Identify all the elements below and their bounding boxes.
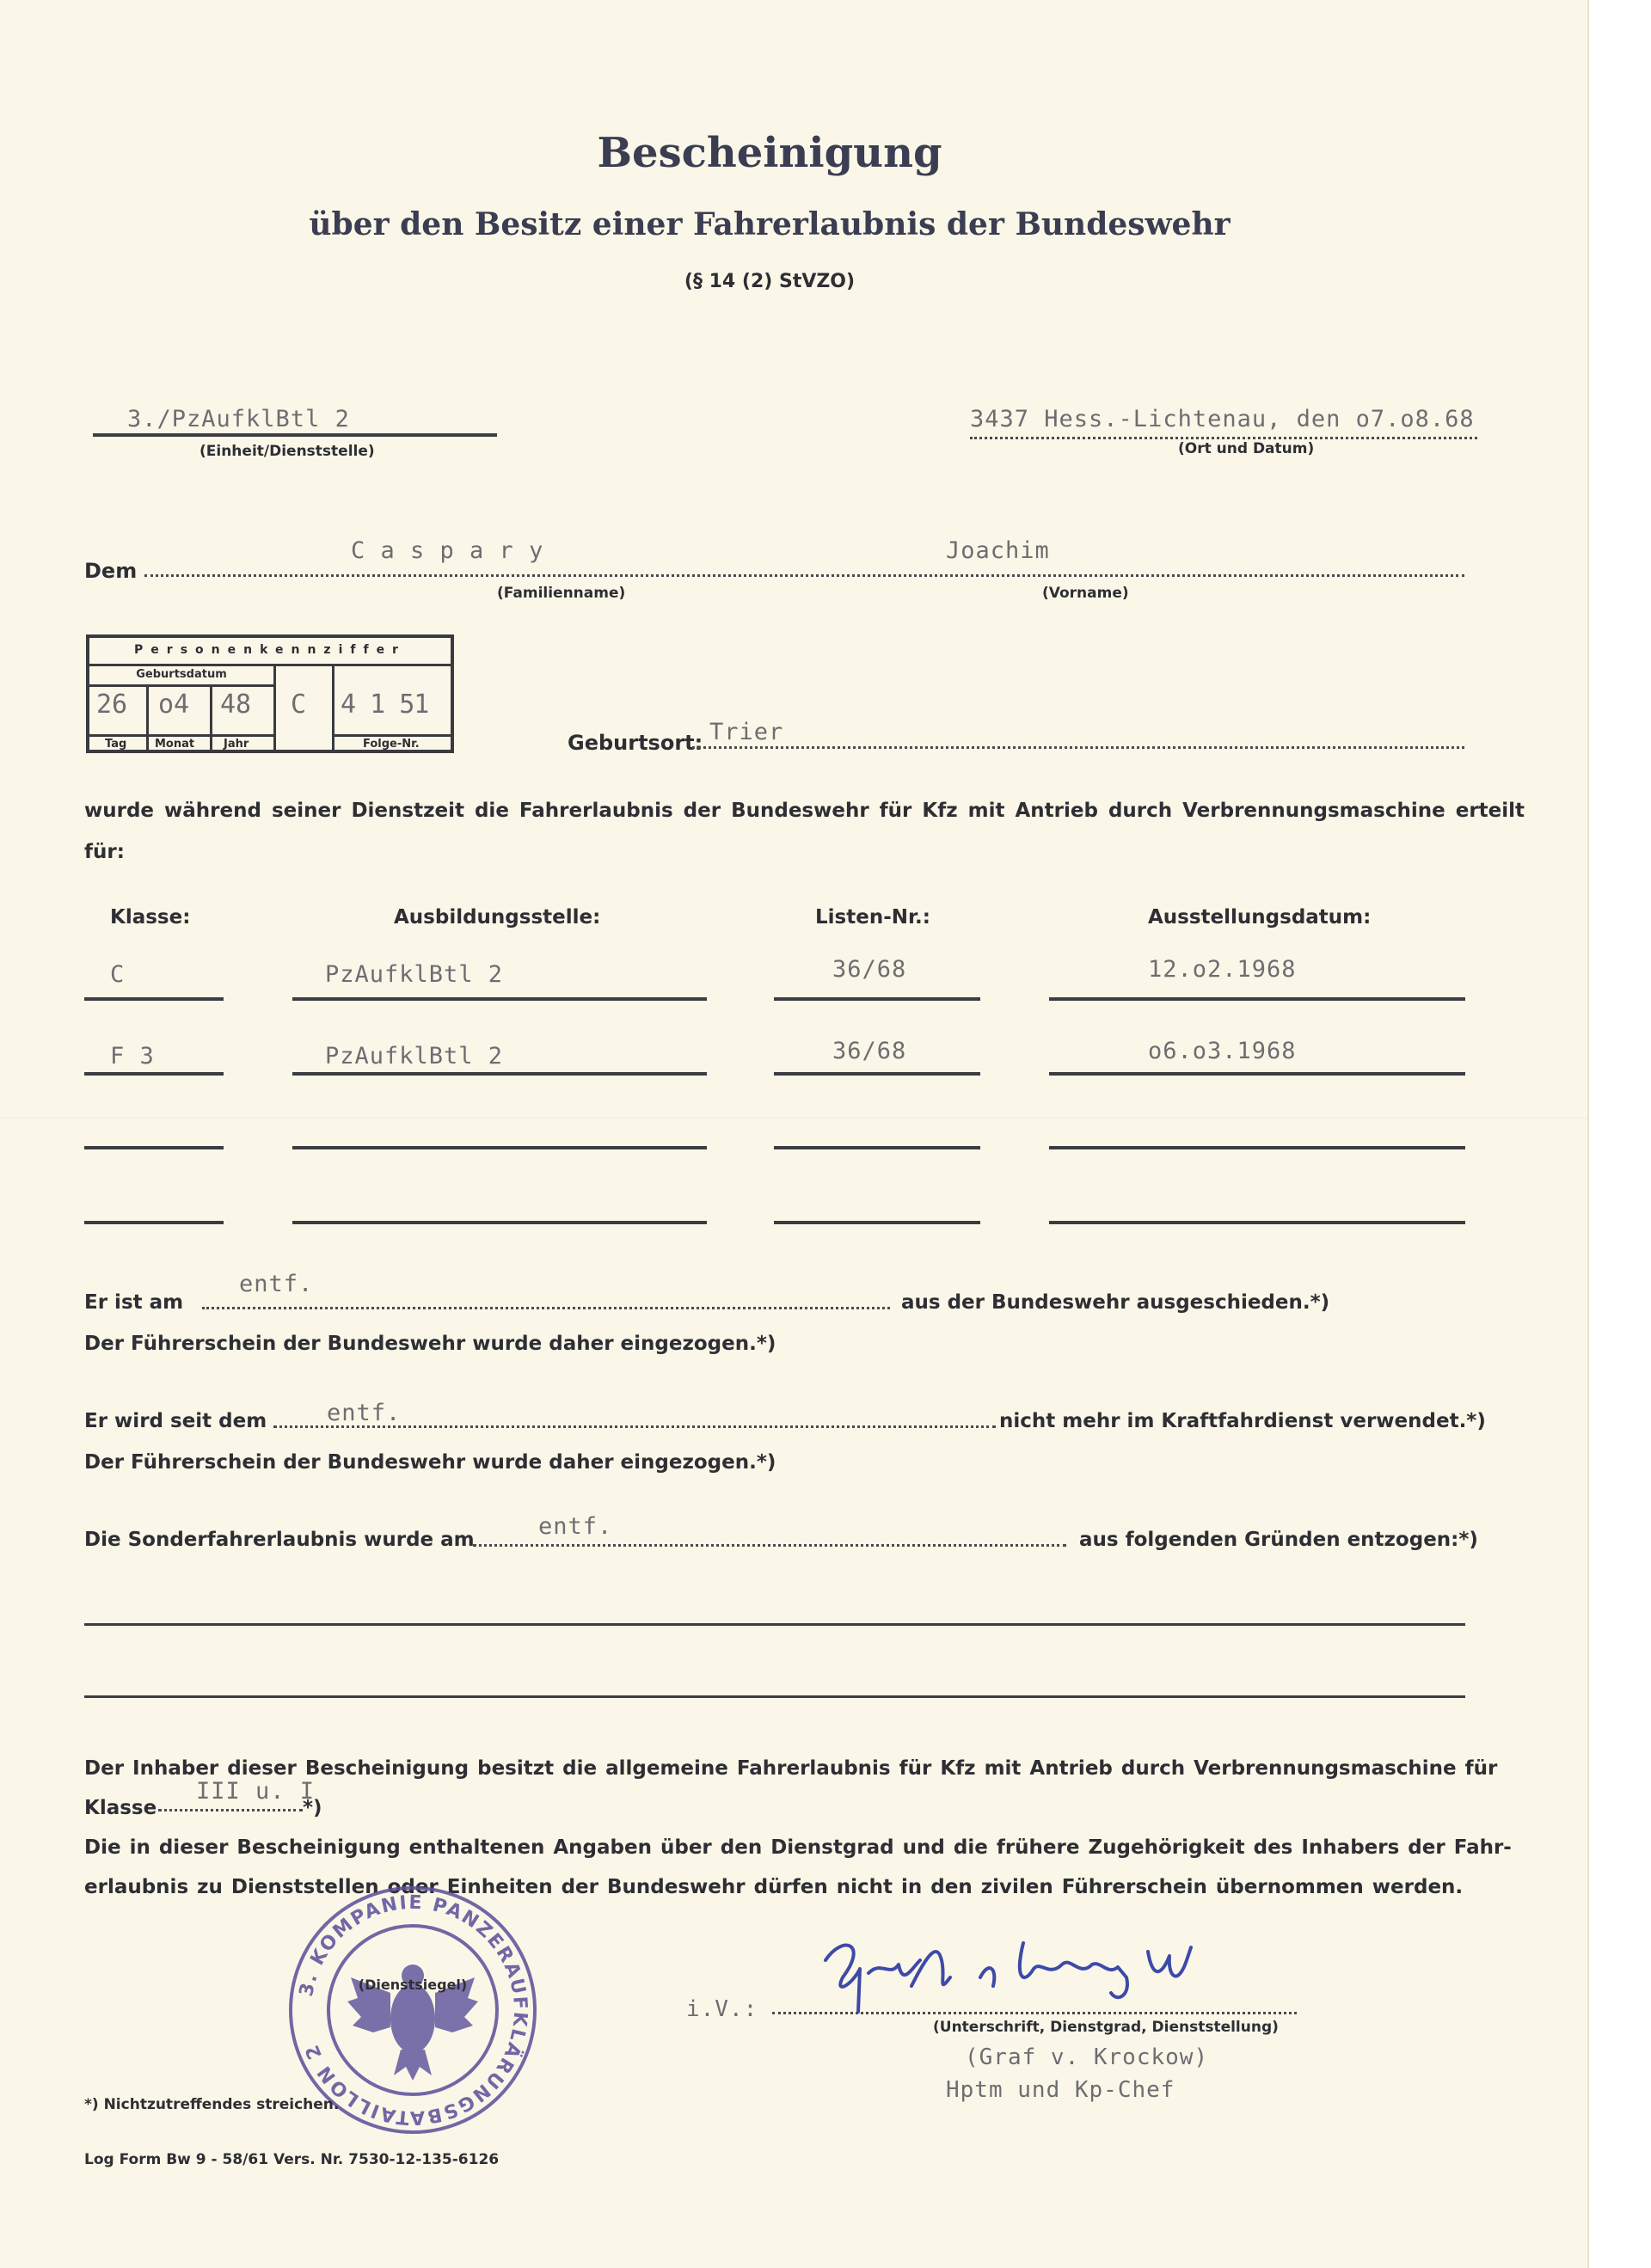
signer-rank: Hptm und Kp-Chef	[946, 2077, 1175, 2103]
pk-dob-heading: Geburtsdatum	[136, 668, 227, 681]
pk-label-day: Tag	[105, 738, 127, 751]
handwritten-signature	[808, 1926, 1273, 2020]
row4-line-3	[774, 1221, 980, 1224]
special-prefix: Die Sonderfahrerlaubnis wurde am	[84, 1529, 475, 1551]
unit-value: 3./PzAufklBtl 2	[127, 406, 350, 432]
row2-stelle: PzAufklBtl 2	[325, 1043, 504, 1070]
family-name-label: (Familienname)	[497, 585, 626, 602]
seal-ring-text: 3. KOMPANIE PANZERAUFKLÄRUNGSBATAILLON 2	[295, 1891, 531, 2129]
fold-line	[0, 1118, 1589, 1119]
holder-lead: Dem	[84, 559, 138, 583]
row2-line-1	[84, 1072, 224, 1076]
pk-letter: C	[291, 690, 307, 720]
signature-prefix: i.V.:	[686, 1996, 758, 2022]
document-title: Bescheinigung	[597, 129, 942, 177]
disclaimer-line-2: erlaubnis zu Dienststellen oder Einheiten der Bundeswehr dürfen nicht in den zivilen Führerschein übernommen werden.	[84, 1876, 1464, 1898]
reason-line-1	[84, 1623, 1465, 1626]
pk-divider-dob	[89, 684, 273, 687]
pk-month: o4	[158, 690, 190, 720]
first-name-value: Joachim	[946, 537, 1050, 564]
row2-datum: o6.o3.1968	[1148, 1038, 1297, 1064]
pk-sep-2	[210, 684, 212, 753]
birthplace-value: Trier	[709, 719, 784, 745]
family-name-value: C a s p a r y	[351, 537, 544, 564]
birthplace-label: Geburtsort:	[568, 731, 703, 755]
statement-line-2: für:	[84, 841, 125, 863]
signer-name: (Graf v. Krockow)	[965, 2044, 1209, 2070]
special-suffix: aus folgenden Gründen entzogen:*)	[1079, 1529, 1478, 1551]
reason-line-2	[84, 1695, 1465, 1698]
general-license-klasse-suffix: *)	[303, 1797, 322, 1819]
row1-stelle: PzAufklBtl 2	[325, 961, 504, 988]
holder-line	[144, 574, 1464, 577]
service-prefix: Er wird seit dem	[84, 1410, 267, 1432]
general-license-klasse-line	[158, 1809, 303, 1811]
pk-divider-bottom-r	[332, 734, 451, 737]
special-line	[473, 1544, 1066, 1547]
law-reference: (§ 14 (2) StVZO)	[684, 271, 856, 292]
row2-line-2	[292, 1072, 707, 1076]
row3-line-3	[774, 1146, 980, 1149]
pk-sep-1	[146, 684, 149, 753]
special-value: entf.	[538, 1513, 613, 1540]
pk-year: 48	[220, 690, 252, 720]
service-note: Der Führerschein der Bundeswehr wurde daher eingezogen.*)	[84, 1451, 776, 1474]
row2-klasse: F 3	[110, 1043, 155, 1070]
pk-sep-4	[332, 664, 334, 753]
row1-klasse: C	[110, 961, 126, 988]
discharge-prefix: Er ist am	[84, 1291, 184, 1314]
table-header-listen-nr: Listen-Nr.:	[815, 906, 930, 929]
birthplace-line	[692, 746, 1464, 749]
row4-line-1	[84, 1221, 224, 1224]
service-value: entf.	[327, 1400, 402, 1426]
pk-heading: Personenkennziffer	[134, 643, 406, 657]
row1-line-1	[84, 997, 224, 1001]
first-name-label: (Vorname)	[1042, 585, 1129, 602]
pk-divider-top	[89, 664, 451, 666]
row4-line-2	[292, 1221, 707, 1224]
pk-label-year: Jahr	[224, 738, 249, 751]
place-date-line	[970, 437, 1477, 439]
table-header-ausbildungsstelle: Ausbildungsstelle:	[394, 906, 601, 929]
disclaimer-line-1: Die in dieser Bescheinigung enthaltenen Angaben über den Dienstgrad und die frühere Zugehörigkeit des Inhabers der Fahr-	[84, 1836, 1512, 1859]
row1-line-4	[1049, 997, 1465, 1001]
personal-number-box	[86, 634, 454, 753]
discharge-suffix: aus der Bundeswehr ausgeschieden.*)	[901, 1291, 1330, 1314]
place-date-value: 3437 Hess.-Lichtenau, den o7.o8.68	[970, 406, 1475, 432]
row1-datum: 12.o2.1968	[1148, 956, 1297, 983]
pk-divider-bottom-l	[89, 734, 273, 737]
general-license-klasse-value: III u. I	[196, 1778, 316, 1805]
pk-label-month: Monat	[155, 738, 195, 751]
discharge-note: Der Führerschein der Bundeswehr wurde daher eingezogen.*)	[84, 1333, 776, 1355]
pk-sequence: 4 1 51	[341, 690, 429, 720]
pk-day: 26	[96, 690, 128, 720]
row1-line-3	[774, 997, 980, 1001]
row3-line-4	[1049, 1146, 1465, 1149]
document-subtitle: über den Besitz einer Fahrerlaubnis der Bundeswehr	[309, 206, 1231, 242]
general-license-text: Der Inhaber dieser Bescheinigung besitzt die allgemeine Fahrerlaubnis für Kfz mit Antrieb durch Verbrennungsmaschine für	[84, 1757, 1498, 1780]
pk-label-seq: Folge-Nr.	[363, 738, 420, 751]
service-line	[273, 1425, 996, 1428]
row2-line-4	[1049, 1072, 1465, 1076]
footnote: *) Nichtzutreffendes streichen.	[84, 2096, 340, 2113]
form-identifier: Log Form Bw 9 - 58/61 Vers. Nr. 7530-12-135-6126	[84, 2151, 500, 2168]
row3-line-2	[292, 1146, 707, 1149]
table-header-klasse: Klasse:	[110, 906, 191, 929]
statement-line-1: wurde während seiner Dienstzeit die Fahrerlaubnis der Bundeswehr für Kfz mit Antrieb durch Verbrennungsmaschine erteilt	[84, 800, 1525, 822]
row2-line-3	[774, 1072, 980, 1076]
general-license-klasse-label: Klasse	[84, 1797, 157, 1819]
discharge-value: entf.	[239, 1271, 314, 1297]
table-header-datum: Ausstellungsdatum:	[1148, 906, 1372, 929]
row3-line-1	[84, 1146, 224, 1149]
unit-line	[93, 433, 497, 437]
unit-label: (Einheit/Dienststelle)	[199, 443, 375, 460]
signature-label: (Unterschrift, Dienstgrad, Dienststellung)	[933, 2019, 1279, 2036]
seal-label: (Dienstsiegel)	[358, 1977, 468, 1993]
discharge-line	[202, 1307, 890, 1309]
row4-line-4	[1049, 1221, 1465, 1224]
service-suffix: nicht mehr im Kraftfahrdienst verwendet.*)	[999, 1410, 1486, 1432]
pk-sep-3	[273, 664, 276, 753]
row1-line-2	[292, 997, 707, 1001]
row2-liste: 36/68	[832, 1038, 907, 1064]
row1-liste: 36/68	[832, 956, 907, 983]
place-date-label: (Ort und Datum)	[1178, 440, 1315, 457]
